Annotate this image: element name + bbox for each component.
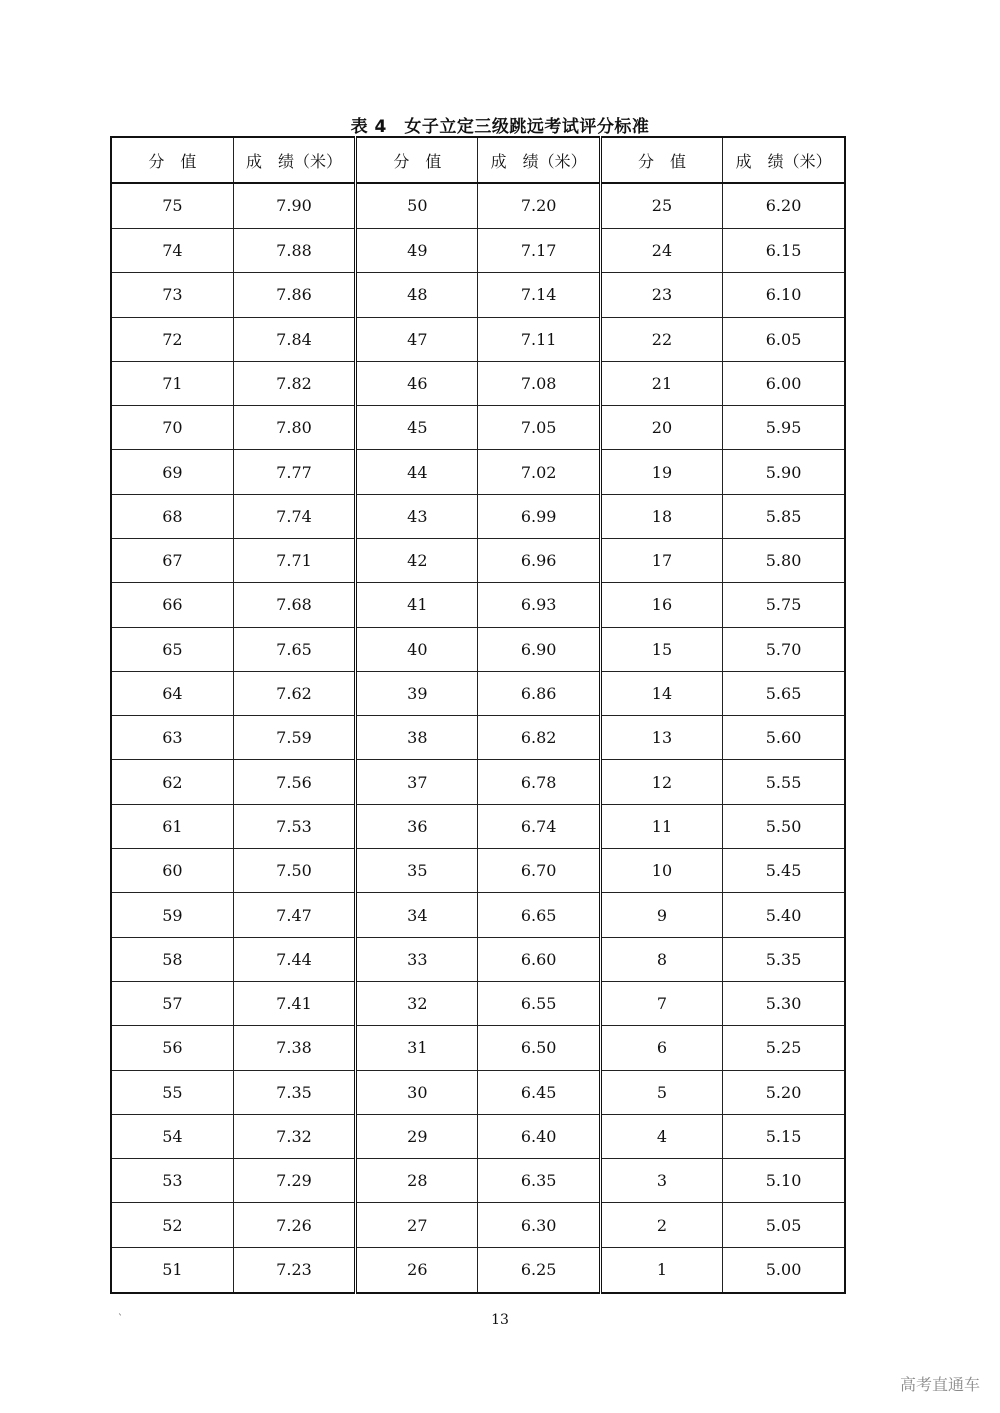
score-cell: 36 xyxy=(356,804,478,848)
result-cell: 6.50 xyxy=(478,1026,600,1070)
score-cell: 27 xyxy=(356,1203,478,1247)
score-cell: 5 xyxy=(600,1070,722,1114)
table-body xyxy=(111,183,845,1293)
result-cell: 7.35 xyxy=(233,1070,355,1114)
table-row xyxy=(111,937,845,981)
result-cell: 7.17 xyxy=(478,228,600,272)
score-cell: 41 xyxy=(356,583,478,627)
result-cell: 6.82 xyxy=(478,716,600,760)
result-cell: 7.65 xyxy=(233,627,355,671)
result-cell: 5.05 xyxy=(723,1203,845,1247)
score-cell: 30 xyxy=(356,1070,478,1114)
table-row xyxy=(111,804,845,848)
table-row xyxy=(111,716,845,760)
score-cell: 51 xyxy=(111,1247,233,1293)
table-title: 表 4 女子立定三级跳远考试评分标准 xyxy=(350,117,650,137)
header-row xyxy=(111,137,845,183)
result-cell: 6.40 xyxy=(478,1114,600,1158)
result-cell: 6.78 xyxy=(478,760,600,804)
score-cell: 8 xyxy=(600,937,722,981)
score-cell: 28 xyxy=(356,1159,478,1203)
result-cell: 7.14 xyxy=(478,273,600,317)
score-cell: 11 xyxy=(600,804,722,848)
result-cell: 7.90 xyxy=(233,183,355,228)
result-cell: 5.75 xyxy=(723,583,845,627)
result-cell: 5.00 xyxy=(723,1247,845,1293)
score-cell: 40 xyxy=(356,627,478,671)
score-cell: 63 xyxy=(111,716,233,760)
result-cell: 7.56 xyxy=(233,760,355,804)
result-cell: 7.74 xyxy=(233,494,355,538)
result-cell: 7.32 xyxy=(233,1114,355,1158)
header-score-2: 分 值 xyxy=(356,137,478,183)
table-row xyxy=(111,1070,845,1114)
result-cell: 5.25 xyxy=(723,1026,845,1070)
score-cell: 32 xyxy=(356,981,478,1025)
score-cell: 10 xyxy=(600,849,722,893)
result-cell: 6.86 xyxy=(478,671,600,715)
table-row xyxy=(111,627,845,671)
score-cell: 23 xyxy=(600,273,722,317)
score-cell: 66 xyxy=(111,583,233,627)
table-row xyxy=(111,361,845,405)
table-row xyxy=(111,273,845,317)
table-row xyxy=(111,1203,845,1247)
table-row xyxy=(111,981,845,1025)
result-cell: 6.10 xyxy=(723,273,845,317)
score-cell: 34 xyxy=(356,893,478,937)
result-cell: 7.02 xyxy=(478,450,600,494)
score-cell: 50 xyxy=(356,183,478,228)
result-cell: 6.90 xyxy=(478,627,600,671)
margin-mark: ` xyxy=(118,1314,123,1325)
result-cell: 7.82 xyxy=(233,361,355,405)
score-cell: 55 xyxy=(111,1070,233,1114)
result-cell: 7.88 xyxy=(233,228,355,272)
result-cell: 5.40 xyxy=(723,893,845,937)
table-row xyxy=(111,1114,845,1158)
score-cell: 56 xyxy=(111,1026,233,1070)
result-cell: 5.45 xyxy=(723,849,845,893)
result-cell: 7.05 xyxy=(478,406,600,450)
result-cell: 5.90 xyxy=(723,450,845,494)
header-result-1: 成 绩（米） xyxy=(233,137,355,183)
result-cell: 6.15 xyxy=(723,228,845,272)
table-row xyxy=(111,538,845,582)
result-cell: 6.35 xyxy=(478,1159,600,1203)
score-cell: 49 xyxy=(356,228,478,272)
score-cell: 48 xyxy=(356,273,478,317)
result-cell: 7.20 xyxy=(478,183,600,228)
result-cell: 6.30 xyxy=(478,1203,600,1247)
score-cell: 6 xyxy=(600,1026,722,1070)
header-result-3: 成 绩（米） xyxy=(723,137,845,183)
result-cell: 6.60 xyxy=(478,937,600,981)
score-cell: 14 xyxy=(600,671,722,715)
score-cell: 17 xyxy=(600,538,722,582)
result-cell: 6.65 xyxy=(478,893,600,937)
score-cell: 74 xyxy=(111,228,233,272)
table-row xyxy=(111,317,845,361)
score-cell: 33 xyxy=(356,937,478,981)
score-cell: 3 xyxy=(600,1159,722,1203)
result-cell: 6.74 xyxy=(478,804,600,848)
score-cell: 43 xyxy=(356,494,478,538)
score-cell: 58 xyxy=(111,937,233,981)
result-cell: 5.15 xyxy=(723,1114,845,1158)
table-row xyxy=(111,849,845,893)
table-row xyxy=(111,450,845,494)
table-row xyxy=(111,494,845,538)
result-cell: 5.20 xyxy=(723,1070,845,1114)
result-cell: 7.84 xyxy=(233,317,355,361)
result-cell: 7.08 xyxy=(478,361,600,405)
scoring-table xyxy=(110,136,846,1294)
result-cell: 6.93 xyxy=(478,583,600,627)
score-cell: 65 xyxy=(111,627,233,671)
result-cell: 7.26 xyxy=(233,1203,355,1247)
score-cell: 57 xyxy=(111,981,233,1025)
table-row xyxy=(111,228,845,272)
result-cell: 5.35 xyxy=(723,937,845,981)
score-cell: 25 xyxy=(600,183,722,228)
table-row xyxy=(111,1247,845,1293)
page-number: 13 xyxy=(491,1312,509,1328)
score-cell: 20 xyxy=(600,406,722,450)
score-cell: 71 xyxy=(111,361,233,405)
score-cell: 46 xyxy=(356,361,478,405)
result-cell: 6.70 xyxy=(478,849,600,893)
header-score-3: 分 值 xyxy=(600,137,722,183)
score-cell: 68 xyxy=(111,494,233,538)
table-row xyxy=(111,583,845,627)
result-cell: 5.80 xyxy=(723,538,845,582)
score-cell: 67 xyxy=(111,538,233,582)
score-cell: 61 xyxy=(111,804,233,848)
table-row xyxy=(111,760,845,804)
score-cell: 4 xyxy=(600,1114,722,1158)
result-cell: 5.30 xyxy=(723,981,845,1025)
result-cell: 7.62 xyxy=(233,671,355,715)
score-cell: 29 xyxy=(356,1114,478,1158)
result-cell: 7.23 xyxy=(233,1247,355,1293)
score-cell: 60 xyxy=(111,849,233,893)
score-cell: 24 xyxy=(600,228,722,272)
result-cell: 6.55 xyxy=(478,981,600,1025)
watermark: 高考直通车 xyxy=(899,1375,980,1394)
result-cell: 5.70 xyxy=(723,627,845,671)
score-cell: 69 xyxy=(111,450,233,494)
result-cell: 7.44 xyxy=(233,937,355,981)
header-score-1: 分 值 xyxy=(111,137,233,183)
score-cell: 12 xyxy=(600,760,722,804)
score-cell: 72 xyxy=(111,317,233,361)
score-cell: 22 xyxy=(600,317,722,361)
result-cell: 7.41 xyxy=(233,981,355,1025)
score-cell: 70 xyxy=(111,406,233,450)
score-cell: 53 xyxy=(111,1159,233,1203)
score-cell: 21 xyxy=(600,361,722,405)
result-cell: 7.77 xyxy=(233,450,355,494)
score-cell: 64 xyxy=(111,671,233,715)
score-cell: 62 xyxy=(111,760,233,804)
result-cell: 6.96 xyxy=(478,538,600,582)
result-cell: 6.05 xyxy=(723,317,845,361)
score-cell: 15 xyxy=(600,627,722,671)
score-cell: 52 xyxy=(111,1203,233,1247)
result-cell: 6.45 xyxy=(478,1070,600,1114)
score-cell: 59 xyxy=(111,893,233,937)
table-row xyxy=(111,1159,845,1203)
table-row xyxy=(111,183,845,228)
score-cell: 39 xyxy=(356,671,478,715)
table-row xyxy=(111,893,845,937)
table-row xyxy=(111,1026,845,1070)
result-cell: 5.95 xyxy=(723,406,845,450)
score-cell: 16 xyxy=(600,583,722,627)
result-cell: 7.59 xyxy=(233,716,355,760)
result-cell: 7.80 xyxy=(233,406,355,450)
score-cell: 47 xyxy=(356,317,478,361)
result-cell: 5.50 xyxy=(723,804,845,848)
result-cell: 7.47 xyxy=(233,893,355,937)
score-cell: 44 xyxy=(356,450,478,494)
result-cell: 7.68 xyxy=(233,583,355,627)
score-cell: 73 xyxy=(111,273,233,317)
result-cell: 7.71 xyxy=(233,538,355,582)
result-cell: 5.65 xyxy=(723,671,845,715)
score-cell: 18 xyxy=(600,494,722,538)
result-cell: 6.25 xyxy=(478,1247,600,1293)
score-cell: 1 xyxy=(600,1247,722,1293)
result-cell: 7.29 xyxy=(233,1159,355,1203)
score-cell: 19 xyxy=(600,450,722,494)
score-cell: 35 xyxy=(356,849,478,893)
result-cell: 6.99 xyxy=(478,494,600,538)
score-cell: 54 xyxy=(111,1114,233,1158)
table-row xyxy=(111,671,845,715)
result-cell: 7.86 xyxy=(233,273,355,317)
result-cell: 7.11 xyxy=(478,317,600,361)
score-cell: 45 xyxy=(356,406,478,450)
score-cell: 2 xyxy=(600,1203,722,1247)
result-cell: 6.00 xyxy=(723,361,845,405)
score-cell: 13 xyxy=(600,716,722,760)
score-cell: 26 xyxy=(356,1247,478,1293)
result-cell: 5.60 xyxy=(723,716,845,760)
score-cell: 42 xyxy=(356,538,478,582)
score-cell: 38 xyxy=(356,716,478,760)
score-cell: 75 xyxy=(111,183,233,228)
result-cell: 7.38 xyxy=(233,1026,355,1070)
result-cell: 5.10 xyxy=(723,1159,845,1203)
score-cell: 7 xyxy=(600,981,722,1025)
result-cell: 6.20 xyxy=(723,183,845,228)
table-row xyxy=(111,406,845,450)
score-cell: 37 xyxy=(356,760,478,804)
result-cell: 5.85 xyxy=(723,494,845,538)
result-cell: 7.53 xyxy=(233,804,355,848)
result-cell: 7.50 xyxy=(233,849,355,893)
header-result-2: 成 绩（米） xyxy=(478,137,600,183)
score-cell: 9 xyxy=(600,893,722,937)
result-cell: 5.55 xyxy=(723,760,845,804)
score-cell: 31 xyxy=(356,1026,478,1070)
